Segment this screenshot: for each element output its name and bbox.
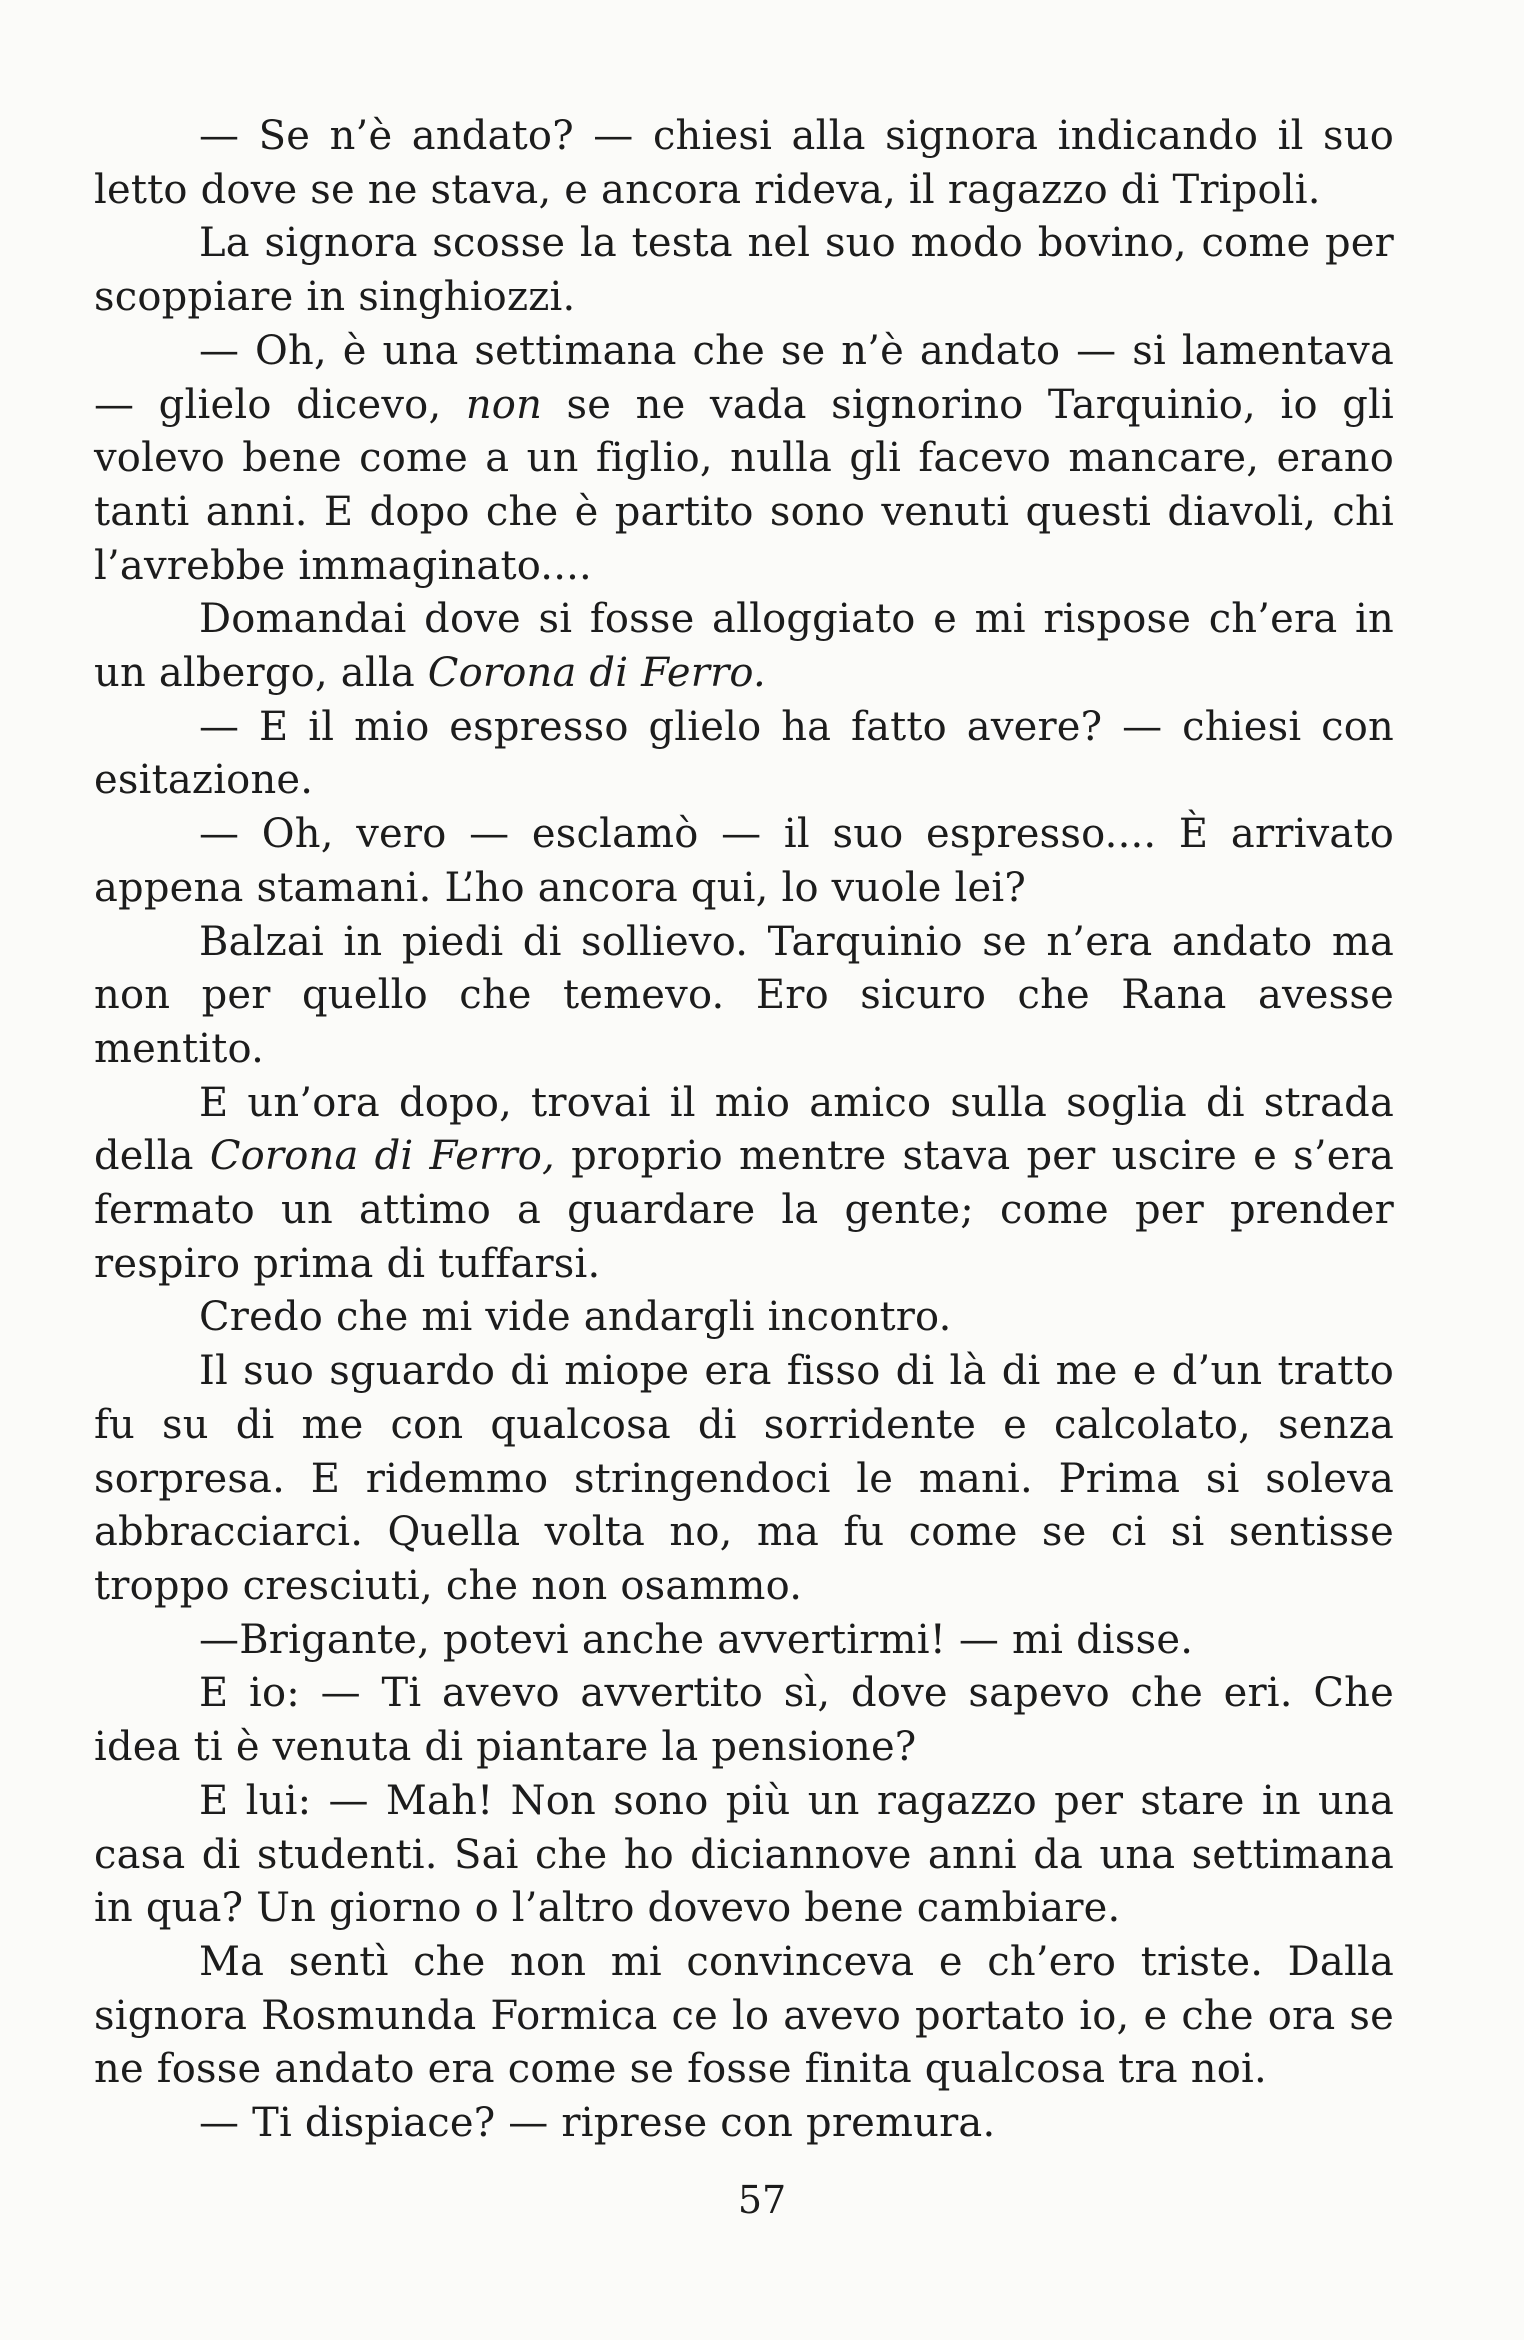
paragraph: — Oh, è una settimana che se n’è andato — si lamentava — glielo dicevo, non se ne vada signorino Tarquinio, io gli volevo bene come a un figlio, nulla gli facevo mancare, erano tanti anni. E dopo che è partito sono venuti questi diavoli, chi l’avrebbe immaginato....	[94, 327, 1394, 589]
page-number: 57	[737, 2178, 787, 2222]
paragraph: Credo che mi vide andargli incontro.	[199, 1294, 952, 1341]
paragraph: Balzai in piedi di sollievo. Tarquinio se n’era andato ma non per quello che temevo. Ero sicuro che Rana avesse mentito.	[94, 918, 1394, 1072]
paragraph: —Brigante, potevi anche avvertirmi! — mi disse.	[199, 1616, 1194, 1663]
paragraph: E lui: — Mah! Non sono più un ragazzo per stare in una casa di studenti. Sai che ho diciannove anni da una settimana in qua? Un giorno o l’altro dovevo bene cambiare.	[94, 1777, 1394, 1932]
paragraph: — Se n’è andato? — chiesi alla signora indicando il suo letto dove se ne stava, e ancora rideva, il ragazzo di Tripoli.	[94, 113, 1394, 213]
paragraph: — Ti dispiace? — riprese con premura.	[199, 2100, 996, 2147]
body-text	[94, 110, 1394, 2151]
paragraph: E io: — Ti avevo avvertito sì, dove sapevo che eri. Che idea ti è venuta di piantare la pensione?	[94, 1670, 1394, 1771]
paragraph: Il suo sguardo di miope era fisso di là di me e d’un tratto fu su di me con qualcosa di sorridente e calcolato, senza sorpresa. E ridemmo stringendoci le mani. Prima si soleva abbracciarci. Quella volta no, ma fu come se ci si sentisse troppo cresciuti, che non osammo.	[94, 1348, 1394, 1609]
paragraph: La signora scosse la testa nel suo modo bovino, come per scoppiare in singhiozzi.	[94, 220, 1394, 321]
paragraph: E un’ora dopo, trovai il mio amico sulla soglia di strada della Corona di Ferro, proprio mentre stava per uscire e s’era fermato un attimo a guardare la gente; come per prender respiro prima di tuffarsi.	[94, 1079, 1394, 1287]
paragraph: Domandai dove si fosse alloggiato e mi rispose ch’era in un albergo, alla Corona di Ferro.	[94, 596, 1394, 697]
paragraph: — E il mio espresso glielo ha fatto avere? — chiesi con esitazione.	[94, 703, 1394, 804]
paragraph: Ma sentì che non mi convinceva e ch’ero triste. Dalla signora Rosmunda Formica ce lo avevo portato io, e che ora se ne fosse andato era come se fosse finita qualcosa tra noi.	[94, 1938, 1394, 2093]
paragraph: — Oh, vero — esclamò — il suo espresso.... È arrivato appena stamani. L’ho ancora qui, lo vuole lei?	[94, 811, 1394, 911]
